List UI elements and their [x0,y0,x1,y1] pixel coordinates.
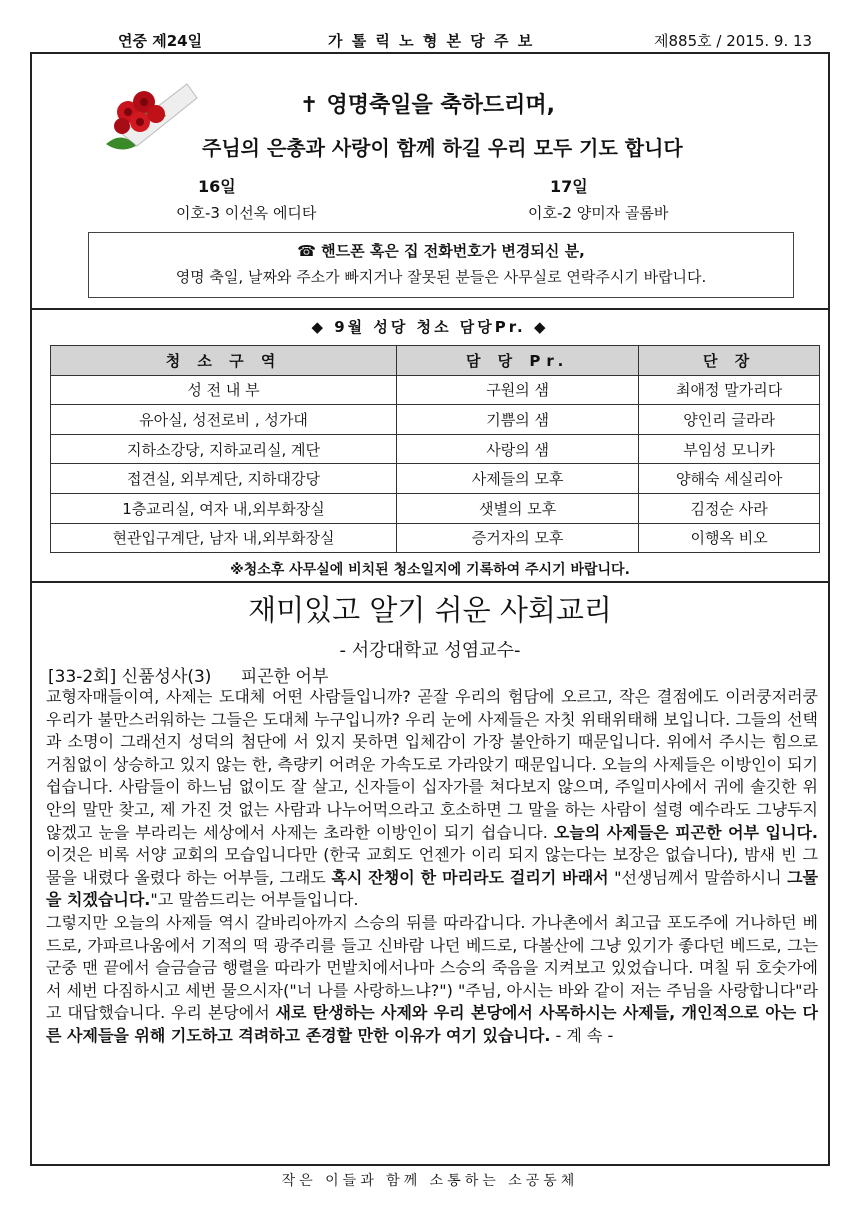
notice-line-1: ☎ 핸드폰 혹은 집 전화번호가 변경되신 분, [297,242,585,260]
group-cell: 사랑의 샘 [397,434,639,464]
leader-cell: 최애정 말가리다 [639,375,820,405]
group-cell: 샛별의 모후 [397,493,639,523]
group-cell: 사제들의 모후 [397,464,639,494]
liturgical-week: 연중 제24일 [118,32,203,50]
bulletin-footer: 작은 이들과 함께 소통하는 소공동체 [281,1173,579,1189]
leader-cell: 김정순 사라 [639,493,820,523]
table-row [51,434,820,464]
episode-number: [33-2회] 신품성사(3) [48,667,212,687]
table-row [51,375,820,405]
leader-cell: 부임성 모니카 [639,434,820,464]
table-header-row [51,346,820,376]
area-cell: 접견실, 외부계단, 지하대강당 [51,464,397,494]
column-header: 담 당 Pr. [397,346,639,376]
column-header: 단 장 [639,346,820,376]
area-cell: 지하소강당, 지하교리실, 계단 [51,434,397,464]
leader-cell: 양인리 글라라 [639,405,820,435]
group-cell: 기쁨의 샘 [397,405,639,435]
area-cell: 유아실, 성전로비 , 성가대 [51,405,397,435]
bulletin-header [0,30,860,54]
contact-change-notice [88,232,794,298]
article-paragraph: 교형자매들이여, 사제는 도대체 어떤 사람들입니까? 곧잘 우리의 험담에 오르고, 작은 결점에도 이러쿵저러쿵 우리가 불만스러워하는 그들은 도대체 누구입니까? 우리 눈에 사제들은 자칫 위태위태해 보입니다. 그들의 선택과 소명이 그래선지 성덕의 첨단에 서 있지 못하면 입체감이 가장 불안하기 때문입니다. 위에서 주시는 힘으로 거침없이 상승하고 있지 않는 한, 측량키 어려운 가속도로 가라앉기 때문입니다. 오늘의 사제들은 이방인이 되기 쉽습니다. 사람들이 하느님 없이도 잘 살고, 신자들이 십자가를 쳐다보지 않으며, 주일미사에서 귀에 솔깃한 위안의 말만 찾고, 제 가진 것 없는 사람과 나누어먹으라고 호소하면 그 말을 하는 사람이 설령 예수라도 그냥두지 않겠고 눈을 부라리는 세상에서 사제는 초라한 이방인이 되기 쉽습니다. 오늘의 사제들은 피곤한 어부 입니다. 이것은 비록 서양 교회의 모습입니다만 (한국 교회도 언젠가 이리 되지 않는다는 보장은 없습니다), 밤새 빈 그물을 내렸다 올렸다 하는 어부들, 그래도 혹시 잔챙이 한 마리라도 걸리기 바래서 "선생님께서 말씀하시니 그물을 치겠습니다."고 말씀드리는 어부들입니다. [46,687,818,910]
table-row [51,493,820,523]
section-divider [32,308,828,310]
section-divider [32,581,828,583]
article-body [46,686,818,1048]
group-cell: 증거자의 모후 [397,523,639,553]
feast-title: ✝ 영명축일을 축하드리며, [300,93,555,118]
bulletin-frame [30,52,830,1166]
article-title: 재미있고 알기 쉬운 사회교리 [248,593,612,627]
area-cell: 현관입구계단, 남자 내,외부화장실 [51,523,397,553]
cleaning-title: ◆ 9월 성당 청소 담당Pr. ◆ [311,318,549,336]
feast-day-16: 16일 [198,177,236,196]
cross-icon: ✝ [300,93,319,118]
episode-heading [48,662,328,687]
table-row [51,523,820,553]
rose-bouquet-image [92,64,202,156]
feast-person-16: 이호-3 이선옥 에디타 [176,204,317,222]
leader-cell: 이행옥 비오 [639,523,820,553]
article-author: - 서강대학교 성염교수- [339,640,521,661]
cleaning-note: ※청소후 사무실에 비치된 청소일지에 기록하여 주시기 바랍니다. [230,562,630,578]
article-paragraph: 그렇지만 오늘의 사제들 역시 갈바리아까지 스승의 뒤를 따라갑니다. 가나촌에서 최고급 포도주에 거나하던 베드로, 가파르나움에서 기적의 떡 광주리를 들고 신바람 나던 베드로, 다볼산에 그냥 있기가 좋다던 베드로, 그는 군중 맨 끝에서 슬금슬금 행렬을 따라가 먼발치에서나마 스승의 죽음을 지켜보고 있었습니다. 며칠 뒤 호숫가에서 세번 다짐하시고 세번 물으시자("너 나를 사랑하느냐?") "주님, 아시는 바와 같이 저는 주님을 사랑합니다"라고 대답했습니다. 우리 본당에서 새로 탄생하는 사제와 우리 본당에서 사목하시는 사제들, 개인적으로 아는 다른 사제들을 위해 기도하고 격려하고 존경할 만한 이유가 여기 있습니다. - 계 속 - [46,912,818,1045]
group-cell: 구원의 샘 [397,375,639,405]
leader-cell: 양해숙 세실리아 [639,464,820,494]
cleaning-duty-table [50,345,820,553]
table-row [51,405,820,435]
table-row [51,464,820,494]
feast-person-17: 이호-2 양미자 골롬바 [528,204,669,222]
notice-line-2: 영명 축일, 날짜와 주소가 빠지거나 잘못된 분들은 사무실로 연락주시기 바랍니다. [175,268,707,286]
column-header: 청 소 구 역 [51,346,397,376]
bulletin-title: 가 톨 릭 노 형 본 당 주 보 [328,32,535,50]
area-cell: 성 전 내 부 [51,375,397,405]
area-cell: 1층교리실, 여자 내,외부화장실 [51,493,397,523]
episode-title: 피곤한 어부 [240,667,329,687]
feast-day-17: 17일 [550,177,588,196]
issue-number-date: 제885호 / 2015. 9. 13 [654,32,813,50]
feast-subtitle: 주님의 은총과 사랑이 함께 하길 우리 모두 기도 합니다 [202,136,683,160]
